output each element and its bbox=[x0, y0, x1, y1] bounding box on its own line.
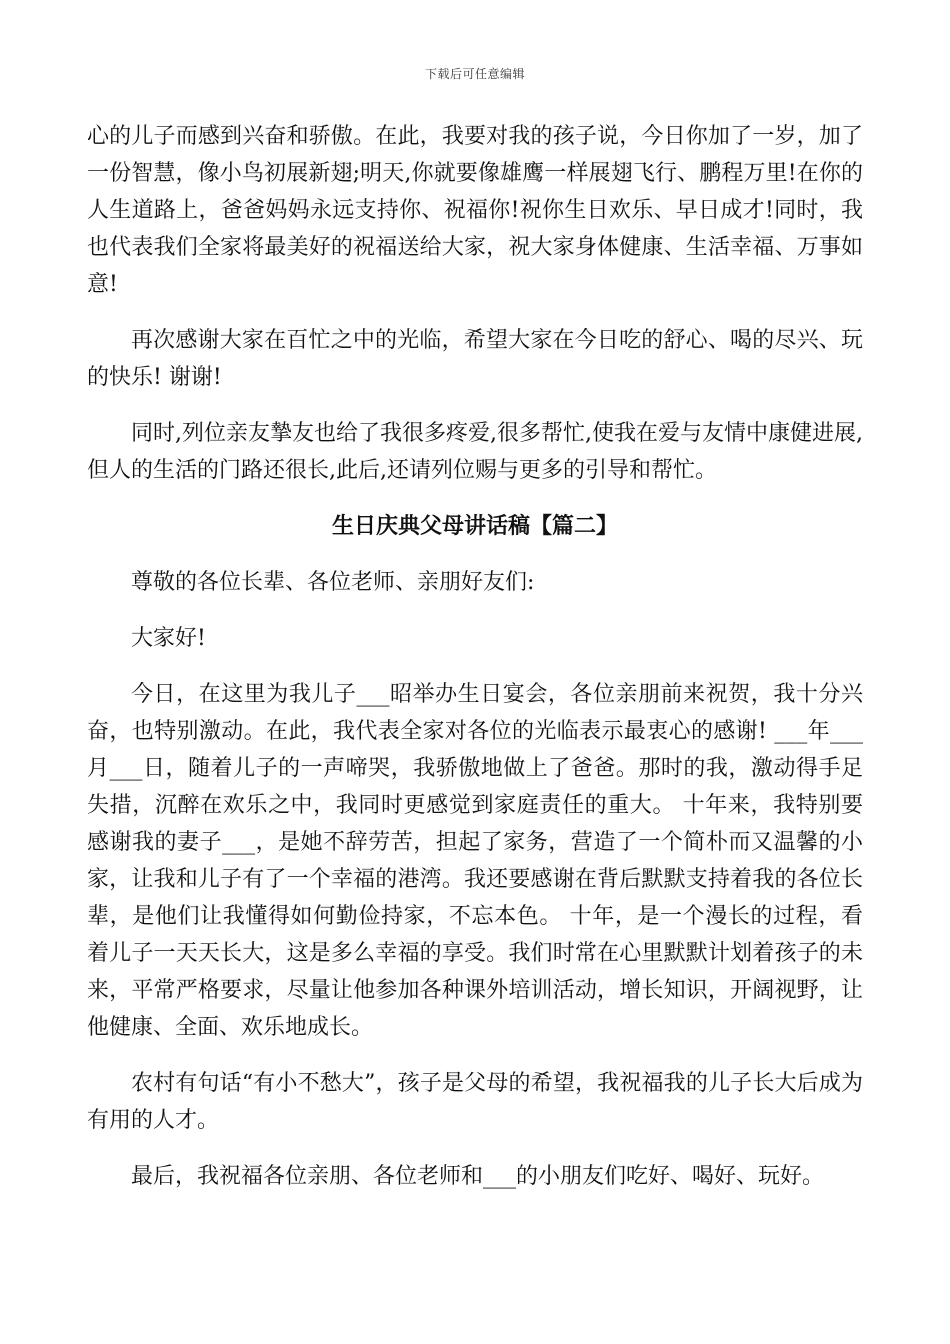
paragraph-continued: 心的儿子而感到兴奋和骄傲。在此，我要对我的孩子说，今日你加了一岁，加了一份智慧，像小鸟初展新翅;明天,你就要像雄鹰一样展翅飞行、鹏程万里!在你的人生道路上，爸爸妈妈永远支持你、祝福你!祝你生日欢乐、早日成才!同时，我也代表我们全家将最美好的祝福送给大家，祝大家身体健康、生活幸福、万事如意! bbox=[87, 124, 863, 297]
page-header: 下载后可任意编辑 bbox=[424, 67, 525, 81]
section-title: 生日庆典父母讲话稿【篇二】 bbox=[331, 514, 618, 539]
document-body bbox=[87, 118, 863, 1214]
paragraph-proverb: 农村有句话“有小不愁大”，孩子是父母的希望，我祝福我的儿子长大后成为有用的人才。 bbox=[87, 1071, 863, 1133]
paragraph-thanks: 再次感谢大家在百忙之中的光临，希望大家在今日吃的舒心、喝的尽兴、玩的快乐! 谢谢! bbox=[87, 328, 863, 390]
paragraph-main-speech: 今日，在这里为我儿子___昭举办生日宴会，各位亲朋前来祝贺，我十分兴奋，也特别激动。在此，我代表全家对各位的光临表示最衷心的感谢! ___年___月___日，随着儿子的一声啼哭，我骄傲地做上了爸爸。那时的我，激动得手足失措，沉醉在欢乐之中，我同时更感觉到家庭责任的重大。 十年来，我特别要感谢我的妻子___，是她不辞劳苦，担起了家务，营造了一个简朴而又温馨的小家，让我和儿子有了一个幸福的港湾。我还要感谢在背后默默支持着我的各位长辈，是他们让我懂得如何勤俭持家，不忘本色。 十年，是一个漫长的过程，看着儿子一天天长大，这是多么幸福的享受。我们时常在心里默默计划着孩子的未来，平常严格要求，尽量让他参加各种课外培训活动，增长知识，开阔视野，让他健康、全面、欢乐地成长。 bbox=[87, 682, 863, 1040]
paragraph-salutation: 尊敬的各位长辈、各位老师、亲朋好友们: bbox=[131, 570, 535, 595]
paragraph-friends: 同时,列位亲友摯友也给了我很多疼爱,很多帮忙,使我在爱与友情中康健进展,但人的生活的门路还很长,此后,还请列位赐与更多的引导和帮忙。 bbox=[87, 421, 863, 483]
paragraph-closing: 最后，我祝福各位亲朋、各位老师和___的小朋友们吃好、喝好、玩好。 bbox=[131, 1164, 825, 1189]
paragraph-greeting: 大家好! bbox=[131, 626, 206, 651]
